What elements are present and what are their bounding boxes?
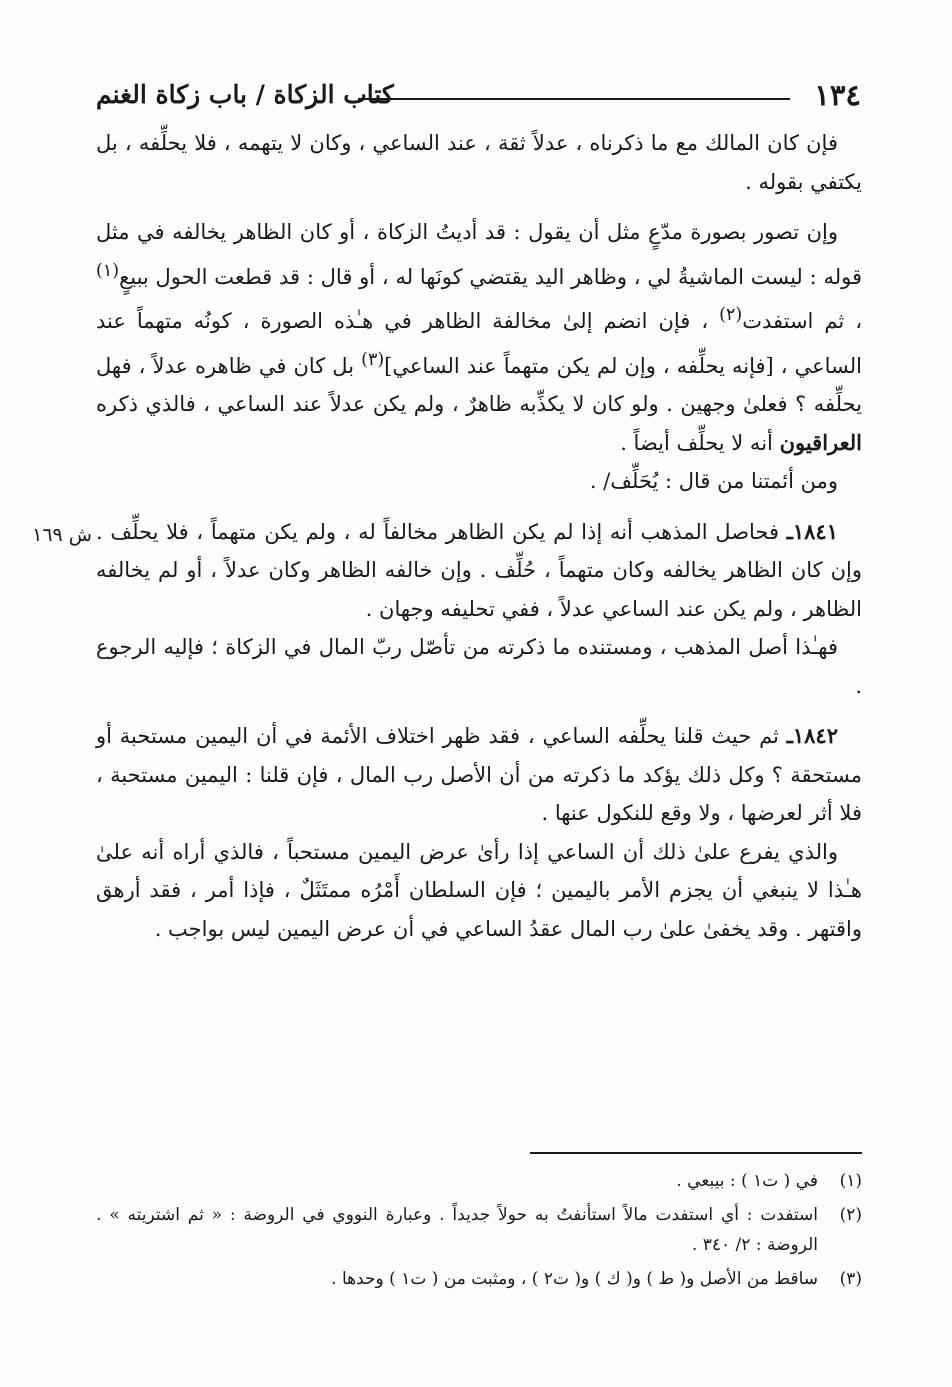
page-number: ١٣٤ xyxy=(814,78,861,112)
footnote-ref-1: (١) xyxy=(96,260,120,281)
footnote-1-marker: (١) xyxy=(839,1171,862,1191)
footnote-2 xyxy=(96,1200,862,1260)
footnote-1-text: في ( ت١ ) : بيبعي . xyxy=(676,1171,818,1191)
footnote-rule xyxy=(530,1152,862,1154)
margin-folio-note: ش ١٦٩ xyxy=(32,524,92,546)
header-rule xyxy=(358,98,790,100)
paragraph-6 xyxy=(96,717,862,833)
footnote-ref-3: (٣) xyxy=(361,349,385,370)
footnotes xyxy=(96,1166,862,1294)
footnote-3-marker: (٣) xyxy=(839,1269,862,1289)
paragraph-4-text: فحاصل المذهب أنه إذا لم يكن الظاهر مخالفاً له ، ولم يكن متهماً ، فلا يحلِّف . وإن كان الظاهر يخالفه وكان متهماً ، حُلِّف . وإن خالفه الظاهر وكان عدلاً ، أو لم يخالفه الظاهر ، ولم يكن عند الساعي عدلاً ، ففي تحليفه وجهان . xyxy=(96,519,862,621)
footnote-1 xyxy=(96,1166,862,1196)
paragraph-6-text: ثم حيث قلنا يحلِّفه الساعي ، فقد ظهر اختلاف الأئمة في أن اليمين مستحبة أو مستحقة ؟ وكل ذلك يؤكد ما ذكرته من أن الأصل رب المال ، فإن قلنا : اليمين مستحبة ، فلا أثر لعرضها ، ولا وقع للنكول عنها . xyxy=(96,724,862,825)
main-text xyxy=(96,124,862,948)
footnote-3-text: ساقط من الأصل و( ط ) و( ك ) و( ت٢ ) ، ومثبت من ( ت١ ) وحدها . xyxy=(331,1269,818,1289)
footnote-ref-2: (٢) xyxy=(719,305,743,325)
paragraph-7: والذي يفرع علىٰ ذلك أن الساعي إذا رأىٰ عرض اليمين مستحباً ، فالذي أراه أنه علىٰ هـٰذا لا ينبغي أن يجزم الأمر باليمين ؛ فإن السلطان أَمْرُه ممتَثَلٌ ، فإذا أمر ، فقد أرهق واقتهر . وقد يخفىٰ علىٰ رب المال عقدُ الساعي في أن عرض اليمين ليس بواجب . xyxy=(96,839,862,941)
paragraph-2-bold-term: العراقيون xyxy=(779,429,862,455)
footnote-2-text: استفدت : أي استفدت مالاً استأنفتُ به حولاً جديداً . وعبارة النووي في الروضة : « ثم اشتريته » . الروضة : ٢/ ٣٤٠ . xyxy=(96,1205,818,1255)
section-number-1842: ١٨٤٢ـ xyxy=(786,723,838,748)
paragraph-4 xyxy=(96,513,862,629)
page-header xyxy=(96,78,861,118)
section-number-1841: ١٨٤١ـ xyxy=(786,518,838,544)
paragraph-2-part-d: بل كان في ظاهره عدلاً ، فهل يحلِّفه ؟ فعلىٰ وجهين . ولو كان لا يكذِّبه ظاهرٌ ، ولم يكن عدلاً عند الساعي ، فالذي ذكره xyxy=(96,353,862,416)
paragraph-2-part-b: ، ثم استفدت xyxy=(742,309,863,333)
paragraph-2-part-a: وإن تصور بصورة مدّعٍ مثل أن يقول : قد أديتُ الزكاة ، أو كان الظاهر يخالفه في مثل قوله : ليست الماشيةُ لي ، وظاهر اليد يقتضي كونَها له ، أو قال : قد قطعت الحول ببيعٍ xyxy=(96,220,862,289)
paragraph-1: فإن كان المالك مع ما ذكرناه ، عدلاً ثقة ، عند الساعي ، وكان لا يتهمه ، فلا يحلِّفه ، بل يكتفي بقوله . xyxy=(96,131,862,194)
paragraph-2 xyxy=(96,213,862,462)
paragraph-5: فهـٰذا أصل المذهب ، ومستنده ما ذكرته من تأصّل ربّ المال في الزكاة ؛ فإليه الرجوع . xyxy=(96,635,862,698)
footnote-2-marker: (٢) xyxy=(839,1205,862,1225)
paragraph-2-part-c: ، فإن انضم إلىٰ مخالفة الظاهر في هـٰذه الصورة ، كونُه متهماً عند الساعي ، [فإنه يحلِّفه ، وإن لم يكن متهماً عند الساعي] xyxy=(96,309,862,378)
footnote-3 xyxy=(96,1264,862,1294)
paragraph-2-part-f: أنه لا يحلِّف أيضاً . xyxy=(620,430,780,455)
paragraph-3: ومن أئمتنا من قال : يُحَلِّف/ . xyxy=(589,469,838,493)
running-title: كتاب الزكاة / باب زكاة الغنم xyxy=(96,80,394,109)
